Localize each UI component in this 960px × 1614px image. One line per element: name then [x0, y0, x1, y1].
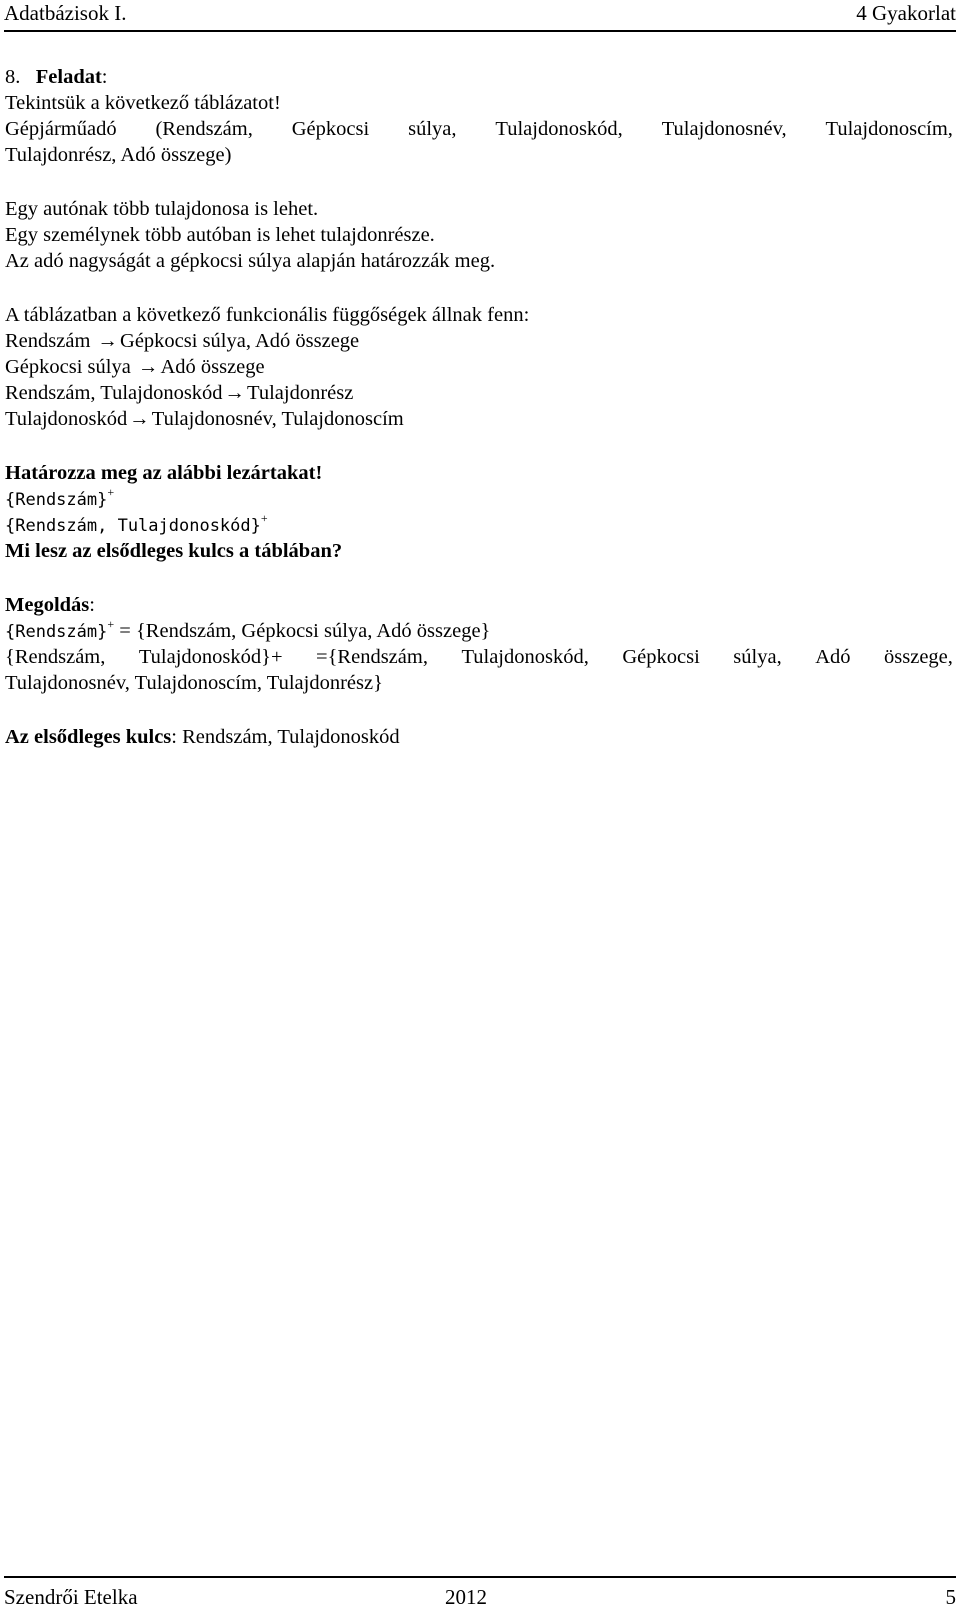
arrow-icon: →: [224, 382, 246, 404]
fd-intro: A táblázatban a következő funkcionális függőségek állnak fenn:: [5, 304, 530, 326]
plus-superscript: +: [107, 617, 115, 631]
fact-line: Egy autónak több tulajdonosa is lehet.: [5, 198, 319, 220]
question-primary-key: Mi lesz az elsődleges kulcs a táblában?: [5, 540, 343, 562]
schema-word: Gépkocsi: [291, 118, 370, 140]
schema-line-1: [5, 116, 953, 142]
schema-word: Gépjárműadó: [5, 118, 117, 140]
page-header: [4, 0, 956, 32]
fact-line: Az adó nagyságát a gépkocsi súlya alapján határozzák meg.: [5, 250, 496, 272]
page-footer: [4, 1576, 956, 1614]
solution-line-3: Tulajdonosnév, Tulajdonoscím, Tulajdonrész}: [5, 672, 383, 694]
closure-rendszam: {Rendszám}+: [5, 485, 115, 510]
fd-line: Tulajdonoskód→Tulajdonosnév, Tulajdonoscím: [5, 408, 404, 430]
schema-word: (Rendszám,: [155, 118, 253, 140]
footer-page-number: 5: [945, 1585, 956, 1609]
primary-key-answer: [5, 724, 953, 750]
schema-word: Tulajdonosnév,: [661, 118, 787, 140]
solution-word: Adó: [815, 646, 851, 668]
arrow-icon: →: [137, 356, 159, 378]
solution-word: súlya,: [733, 646, 782, 668]
solution-word: Tulajdonoskód}+: [138, 646, 283, 668]
solution-word: {Rendszám,: [5, 646, 106, 668]
plus-superscript: +: [260, 511, 268, 525]
footer-year: 2012: [445, 1585, 487, 1609]
task-number: 8.: [5, 66, 21, 88]
fd-line: Rendszám, Tulajdonoskód→Tulajdonrész: [5, 382, 354, 404]
solution-word: összege,: [884, 646, 953, 668]
primary-key-label: Az elsődleges kulcs: [5, 726, 172, 748]
fact-line: Egy személynek több autóban is lehet tulajdonrésze.: [5, 224, 435, 246]
schema-word: súlya,: [408, 118, 457, 140]
plus-superscript: +: [107, 485, 115, 499]
footer-author: Szendrői Etelka: [4, 1585, 138, 1609]
solution-line-1: {Rendszám}+ = {Rendszám, Gépkocsi súlya, Adó összege}: [5, 617, 491, 642]
header-course-title: Adatbázisok I.: [4, 1, 127, 25]
task-colon: :: [101, 66, 108, 88]
schema-line-2: Tulajdonrész, Adó összege): [5, 144, 232, 166]
solution-word: ={Rendszám,: [316, 646, 428, 668]
fd-line: Gépkocsi súlya →Adó összege: [5, 356, 265, 378]
solution-word: Tulajdonoskód,: [461, 646, 589, 668]
solution-line-2: [5, 644, 953, 670]
task-heading: [5, 64, 953, 90]
task-intro: Tekintsük a következő táblázatot!: [5, 92, 281, 114]
question-closures: Határozza meg az alábbi lezártakat!: [5, 462, 323, 484]
fd-line: Rendszám →Gépkocsi súlya, Adó összege: [5, 330, 360, 352]
solution-label: Megoldás: [5, 594, 90, 616]
schema-word: Tulajdonoskód,: [495, 118, 623, 140]
arrow-icon: →: [129, 408, 150, 430]
primary-key-value: : Rendszám, Tulajdonoskód: [171, 726, 400, 748]
solution-heading: Megoldás:: [5, 594, 95, 616]
header-practice-label: 4 Gyakorlat: [856, 1, 956, 25]
task-label: Feladat: [35, 66, 102, 88]
solution-word: Gépkocsi: [622, 646, 700, 668]
closure-rendszam-tulajdonoskod: {Rendszám, Tulajdonoskód}+: [5, 511, 268, 536]
arrow-icon: →: [97, 330, 119, 352]
document-body: [5, 64, 953, 750]
schema-word: Tulajdonoscím,: [825, 118, 953, 140]
